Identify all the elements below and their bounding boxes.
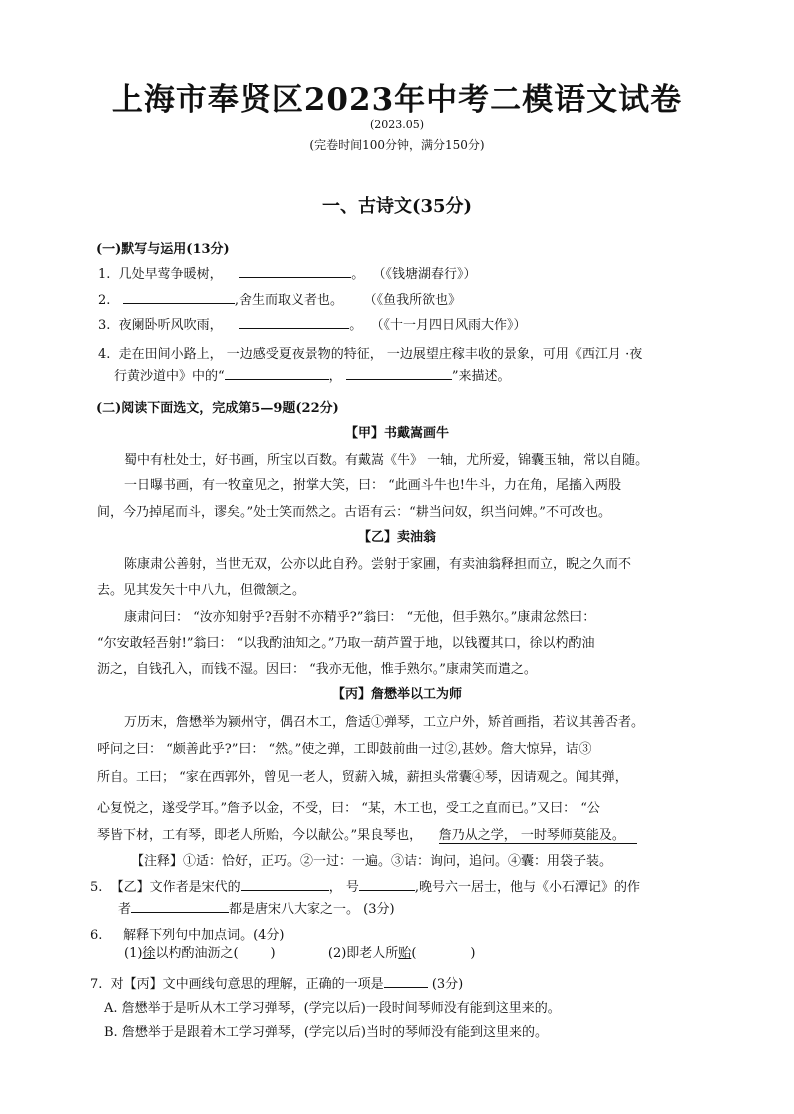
question-4: 4. 走在田间小路上， 一边感受夏夜景物的特征， 一边展望庄稼丰收的景象，可用《西江月 ·夜 (98, 347, 643, 362)
passage-bing-title: 【丙】詹懋举以工为师 (331, 687, 462, 702)
passage-jia-line: 蜀中有杜处士，好书画，所宝以百数。有戴嵩《牛》 一轴，尤所爱，锦囊玉轴，常以自随。 (124, 453, 649, 468)
exam-info: (完卷时间100分钟，满分150分) (309, 138, 485, 152)
part2-heading: (二)阅读下面选文，完成第5—9题(22分) (96, 401, 339, 416)
passage-jia-line: 一日曝书画，有一牧童见之，拊掌大笑，曰： “此画斗牛也!牛斗，力在角，尾搐入两股 (124, 478, 622, 493)
option-a[interactable]: A. 詹懋举于是听从木工学习弹琴，(学完以后)一段时间琴师没有能到这里来的。 (104, 1001, 561, 1016)
answer-blank[interactable] (239, 263, 351, 278)
question-5: 5. 【乙】文作者是宋代的 ， 号 ,晚号六一居士，他与《小石潭记》的作 (90, 876, 640, 895)
passage-bing-line: 心复悦之，遂受学耳。”詹予以金，不受，曰： “某，木工也，受工之直而已。”又曰： “公 (97, 801, 600, 816)
question-2: 2. ,舍生而取义者也。 （《鱼我所欲也》 (98, 289, 461, 308)
question-7: 7. 对【丙】文中画线句意思的理解，正确的一项是 (3分) (90, 973, 463, 992)
passage-yi-line: 康肃问曰： “汝亦知射乎?吾射不亦精乎?”翁曰： “无他，但手熟尔。”康肃忿然曰： (124, 610, 596, 625)
exam-date: (2023.05) (369, 118, 425, 131)
answer-blank[interactable] (359, 876, 415, 891)
question-6: 6. 解释下列句中加点词。(4分) (90, 928, 285, 943)
part1-heading: (一)默写与运用(13分) (96, 242, 230, 257)
answer-blank[interactable] (123, 289, 235, 304)
option-b[interactable]: B. 詹懋举于是跟着木工学习弹琴，(学完以后)当时的琴师没有能到这里来的。 (104, 1025, 548, 1040)
footnote: 【注释】①适：恰好，正巧。②一过：一遍。③诘：询问，追问。④囊：用袋子装。 (131, 854, 613, 869)
section-title: 一、古诗文(35分) (321, 196, 473, 217)
answer-blank[interactable] (225, 365, 329, 380)
question-3: 3. 夜阑卧听风吹雨， 。 （《十一月四日风雨大作》） (98, 314, 527, 333)
passage-jia-title: 【甲】书戴嵩画牛 (344, 426, 449, 441)
passage-yi-line: 陈康肃公善射，当世无双，公亦以此自矜。尝射于家圃，有卖油翁释担而立，睨之久而不 (124, 557, 632, 572)
passage-bing-line: 所自。工曰； “家在西郭外，曾见一老人，贸薪入城，薪担头常囊④琴，因请观之。闻其弹， (97, 770, 628, 785)
passage-yi-line: 去。见其发矢十中八九，但微颔之。 (97, 583, 306, 598)
page-title: 上海市奉贤区2023年中考二模语文试卷 (111, 82, 683, 118)
answer-blank[interactable] (346, 365, 452, 380)
answer-blank[interactable] (239, 314, 349, 329)
answer-blank[interactable] (131, 898, 229, 913)
passage-yi-title: 【乙】卖油翁 (357, 530, 436, 545)
question-6-items: (1)徐以杓酌油沥之( ) (2)即老人所贻( ) (124, 946, 476, 961)
answer-blank[interactable] (241, 876, 329, 891)
answer-blank[interactable] (384, 973, 428, 988)
question-1: 1. 几处早莺争暖树， 。 （《钱塘湖春行》） (98, 263, 477, 282)
passage-yi-line: “尔安敢轻吾射!”翁曰： “以我酌油知之。”乃取一葫芦置于地，以钱覆其口，徐以杓酌油 (97, 636, 595, 651)
passage-bing-line: 呼问之曰： “颇善此乎?”曰： “然。”使之弹，工即鼓前曲一过②,甚妙。詹大惊异，诘③ (97, 742, 592, 757)
passage-bing-line: 琴皆下材，工有琴，即老人所贻，今以献公。”果良琴也， 詹乃从之学， 一时琴师莫能及。 (97, 824, 637, 843)
underlined-sentence: 詹乃从之学， 一时琴师莫能及。 (438, 828, 625, 843)
question-5-line2: 者 都是唐宋八大家之一。 (3分) (118, 898, 395, 917)
passage-jia-line: 间，今乃掉尾而斗，谬矣。”处士笑而然之。古语有云：“耕当问奴，织当问婢。”不可改也。 (97, 505, 611, 520)
question-4-line2: 行黄沙道中》中的“ ， ”来描述。 (114, 365, 510, 384)
passage-bing-line: 万历末，詹懋举为颍州守，偶召木工，詹适①弹琴，工立户外，矫首画指，若议其善否者。 (124, 715, 645, 730)
passage-yi-line: 沥之，自钱孔入，而钱不湿。因曰： “我亦无他，惟手熟尔。”康肃笑而遣之。 (97, 662, 537, 677)
